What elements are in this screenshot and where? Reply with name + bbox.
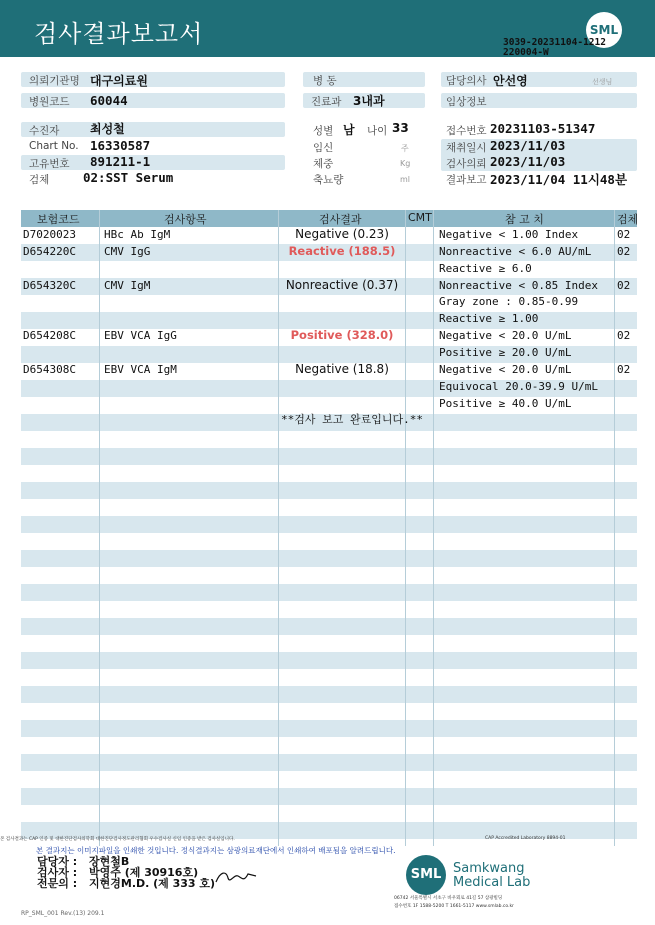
- col-insurance-code: 보험코드: [37, 213, 80, 226]
- request-org-value: 대구의료원: [90, 74, 148, 88]
- chart-value: 16330587: [90, 138, 151, 153]
- row2-code: D654220C: [23, 245, 76, 258]
- collect-value: 2023/11/03: [490, 138, 566, 153]
- weight-label: 체중: [313, 158, 334, 170]
- lab-address: 06742 서울특별시 서초구 바우뫼로 41길 57 삼광빌딩: [394, 896, 503, 901]
- specialist-label: 전문의 :: [37, 877, 78, 890]
- age-value: 33: [392, 121, 409, 135]
- row2-ref2: Reactive ≥ 6.0: [439, 262, 532, 275]
- pill-patient: [21, 122, 285, 137]
- pregnancy-unit: 주: [401, 144, 409, 153]
- row3-item: CMV IgM: [104, 279, 151, 292]
- report-title: 검사결과보고서: [34, 20, 204, 48]
- col-reference: 참 고 치: [505, 213, 544, 226]
- row3-ref2: Gray zone : 0.85-0.99: [439, 295, 579, 308]
- urine-label: 축뇨량: [313, 174, 344, 186]
- id-label: 고유번호: [29, 158, 70, 170]
- patient-value: 최성철: [90, 122, 125, 136]
- col-divider: [433, 210, 434, 846]
- specimen-value: 02:SST Serum: [83, 170, 174, 185]
- table-stripe: [21, 516, 637, 533]
- table-stripe: [21, 482, 637, 499]
- row1-spec: 02: [617, 228, 631, 241]
- lab-contact: 접수번호 1F 1588-5200 T 1661-5117 www.smlab.co.kr: [394, 904, 514, 909]
- specimen-label: 검체: [29, 174, 50, 186]
- report-value: 2023/11/04 11시48분: [490, 172, 628, 187]
- row3-result: Nonreactive (0.37): [285, 278, 399, 292]
- lab-logo: [406, 855, 446, 895]
- doctor-value: 안선영: [493, 74, 528, 88]
- request-label: 검사의뢰: [446, 158, 487, 170]
- age-label: 나이: [367, 125, 388, 137]
- row5-ref2: Equivocal 20.0-39.9 U/mL: [439, 380, 598, 393]
- col-divider: [278, 210, 279, 846]
- sex-value: 남: [343, 123, 355, 137]
- id-value: 891211-1: [90, 154, 151, 169]
- row4-ref1: Negative < 20.0 U/mL: [439, 329, 572, 342]
- row3-spec: 02: [617, 279, 631, 292]
- lab-name-line2: Medical Lab: [453, 875, 531, 890]
- hospital-code-label: 병원코드: [29, 96, 70, 108]
- table-stripe: [21, 584, 637, 601]
- receipt-label: 접수번호: [446, 125, 487, 137]
- print-notice: 본 결과지는 이미지파일을 인쇄한 것입니다. 정식결과지는 삼광의료재단에서 인쇄하여 배포됨을 알려드립니다.: [36, 846, 396, 855]
- clinical-label: 임상정보: [446, 96, 487, 108]
- specialist-value: 지현경M.D. (제 333 호): [89, 877, 216, 890]
- row2-ref1: Nonreactive < 6.0 AU/mL: [439, 245, 592, 258]
- table-stripe: [21, 720, 637, 737]
- col-divider: [405, 210, 406, 846]
- table-stripe: [21, 448, 637, 465]
- table-stripe: [21, 652, 637, 669]
- hospital-code-value: 60044: [90, 93, 128, 108]
- lab-name-line1: Samkwang: [453, 861, 525, 876]
- table-stripe: [21, 788, 637, 805]
- request-value: 2023/11/03: [490, 154, 566, 169]
- row5-ref1: Negative < 20.0 U/mL: [439, 363, 572, 376]
- row1-code: D7020023: [23, 228, 76, 241]
- report-code-line1: 3039-20231104-1212: [503, 37, 606, 48]
- row5-ref3: Positive ≥ 40.0 U/mL: [439, 397, 572, 410]
- row3-ref1: Nonreactive < 0.85 Index: [439, 279, 598, 292]
- ward-label: 병 동: [313, 75, 337, 87]
- urine-unit: ml: [400, 175, 411, 184]
- table-stripe: [21, 618, 637, 635]
- doctor-suffix: 선생님: [592, 78, 613, 86]
- col-cmt: CMT: [408, 211, 432, 224]
- cap-accreditation: CAP Accredited Laboratory 8894-01: [485, 836, 566, 841]
- collect-label: 채취일시: [446, 142, 487, 154]
- staff-value: 장현철B: [89, 855, 130, 868]
- dept-value: 3내과: [353, 94, 385, 108]
- chart-label: Chart No.: [29, 140, 79, 152]
- col-divider: [99, 210, 100, 846]
- row2-spec: 02: [617, 245, 631, 258]
- report-code-line2: 220004-W: [503, 47, 549, 58]
- table-stripe: [21, 754, 637, 771]
- row5-item: EBV VCA IgM: [104, 363, 177, 376]
- row4-code: D654208C: [23, 329, 76, 342]
- lab-name: [453, 862, 530, 890]
- signature-icon: [214, 866, 258, 886]
- row3-ref3: Reactive ≥ 1.00: [439, 312, 539, 325]
- row1-item: HBc Ab IgM: [104, 228, 171, 241]
- row4-ref2: Positive ≥ 20.0 U/mL: [439, 346, 572, 359]
- form-revision: RP_SML_001 Rev.(13) 209.1: [21, 910, 105, 917]
- table-stripe: [21, 312, 637, 329]
- staff-label: 담당자 :: [37, 855, 78, 868]
- sml-logo-text: SML: [589, 23, 619, 37]
- request-org-label: 의뢰기관명: [29, 75, 80, 87]
- report-complete-message: **검사 보고 완료입니다.**: [281, 413, 423, 426]
- pregnancy-label: 임신: [313, 142, 334, 154]
- dept-label: 진료과: [311, 96, 342, 108]
- row5-spec: 02: [617, 363, 631, 376]
- row1-ref1: Negative < 1.00 Index: [439, 228, 579, 241]
- doctor-label: 담당의사: [446, 75, 487, 87]
- examiner-value: 박영주 (제 30916호): [89, 866, 199, 879]
- report-code: [503, 38, 606, 58]
- col-result: 검사결과: [319, 213, 362, 226]
- row1-result: Negative (0.23): [295, 227, 389, 241]
- receipt-value: 20231103-51347: [490, 121, 596, 136]
- results-table-header: [21, 210, 637, 227]
- col-specimen: 검체: [617, 213, 639, 226]
- table-stripe: [21, 686, 637, 703]
- patient-label: 수진자: [29, 125, 60, 137]
- examiner-label: 검사자 :: [37, 866, 78, 879]
- table-stripe: [21, 550, 637, 567]
- report-label: 결과보고: [446, 174, 487, 186]
- row2-item: CMV IgG: [104, 245, 151, 258]
- row5-result: Negative (18.8): [295, 362, 389, 376]
- row3-code: D654320C: [23, 279, 76, 292]
- col-divider: [614, 210, 615, 846]
- weight-unit: Kg: [400, 159, 411, 168]
- col-test-item: 검사항목: [164, 213, 207, 226]
- row4-spec: 02: [617, 329, 631, 342]
- row4-item: EBV VCA IgG: [104, 329, 177, 342]
- lab-logo-text: SML: [410, 867, 442, 882]
- accreditation-disclaimer: 본 검사결과는 CAP 인증 및 대한진단검사의학회 대한진단검사정도관리협회 우수검사실 신임 인증을 받은 검사실입니다.: [0, 837, 235, 842]
- row2-result: Reactive (188.5): [288, 244, 396, 258]
- sex-label: 성별: [313, 125, 334, 137]
- row5-code: D654308C: [23, 363, 76, 376]
- row4-result: Positive (328.0): [290, 328, 394, 342]
